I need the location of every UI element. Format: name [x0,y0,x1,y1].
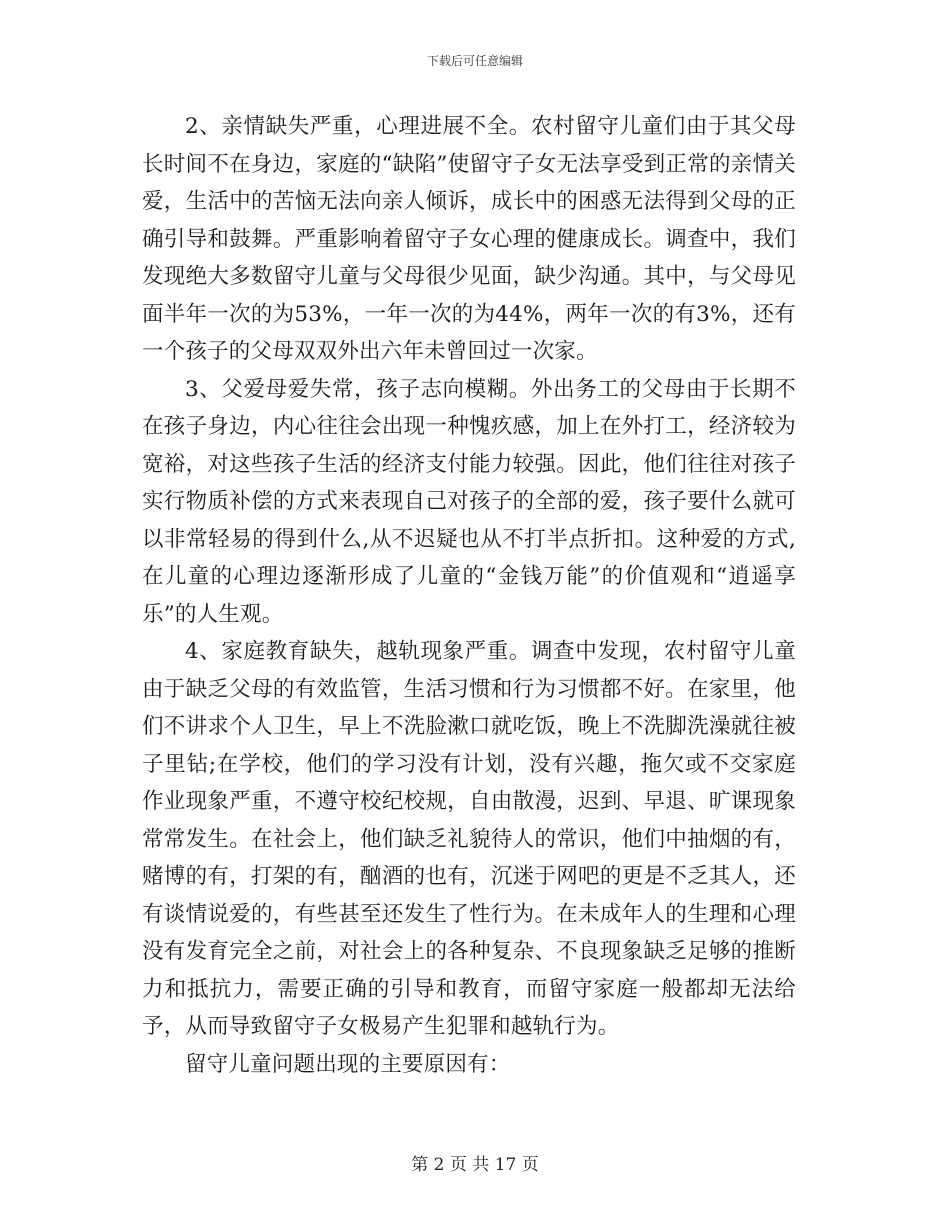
page-number: 第 2 页 共 17 页 [411,1155,539,1175]
paragraph-family-education: 4、家庭教育缺失，越轨现象严重。调查中发现，农村留守儿童由于缺乏父母的有效监管，生活习惯和行为习惯都不好。在家里，他们不讲求个人卫生，早上不洗脸漱口就吃饭，晚上不洗脚洗澡就往被子里钻;在学校，他们的学习没有计划，没有兴趣，拖欠或不交家庭作业现象严重，不遵守校纪校规，自由散漫，迟到、早退、旷课现象常常发生。在社会上，他们缺乏礼貌待人的常识，他们中抽烟的有，赌博的有，打架的有，酗酒的也有，沉迷于网吧的更是不乏其人，还有谈情说爱的，有些甚至还发生了性行为。在未成年人的生理和心理没有发育完全之前，对社会上的各种复杂、不良现象缺乏足够的推断力和抵抗力，需要正确的引导和教育，而留守家庭一般都却无法给予，从而导致留守子女极易产生犯罪和越轨行为。 [142,639,796,1039]
page-header: 下载后可任意编辑 [426,54,523,68]
paragraph-family-affection: 2、亲情缺失严重，心理进展不全。农村留守儿童们由于其父母长时间不在身边，家庭的“缺陷”使留守子女无法享受到正常的亲情关爱，生活中的苦恼无法向亲人倾诉，成长中的困惑无法得到父母的正确引导和鼓舞。严重影响着留守子女心理的健康成长。调查中，我们发现绝大多数留守儿童与父母很少见面，缺少沟通。其中，与父母见面半年一次的为53%，一年一次的为44%，两年一次的有3%，还有一个孩子的父母双双外出六年未曾回过一次家。 [142,114,796,364]
document-body [142,108,796,1083]
paragraph-parental-love: 3、父爱母爱失常，孩子志向模糊。外出务工的父母由于长期不在孩子身边，内心往往会出现一种愧疚感，加上在外打工，经济较为宽裕，对这些孩子生活的经济支付能力较强。因此，他们往往对孩子实行物质补偿的方式来表现自己对孩子的全部的爱，孩子要什么就可以非常轻易的得到什么,从不迟疑也从不打半点折扣。这种爱的方式,在儿童的心理边逐渐形成了儿童的“金钱万能”的价值观和“逍遥享乐”的人生观。 [142,376,796,627]
paragraph-main-causes: 留守儿童问题出现的主要原因有： [185,1051,511,1077]
